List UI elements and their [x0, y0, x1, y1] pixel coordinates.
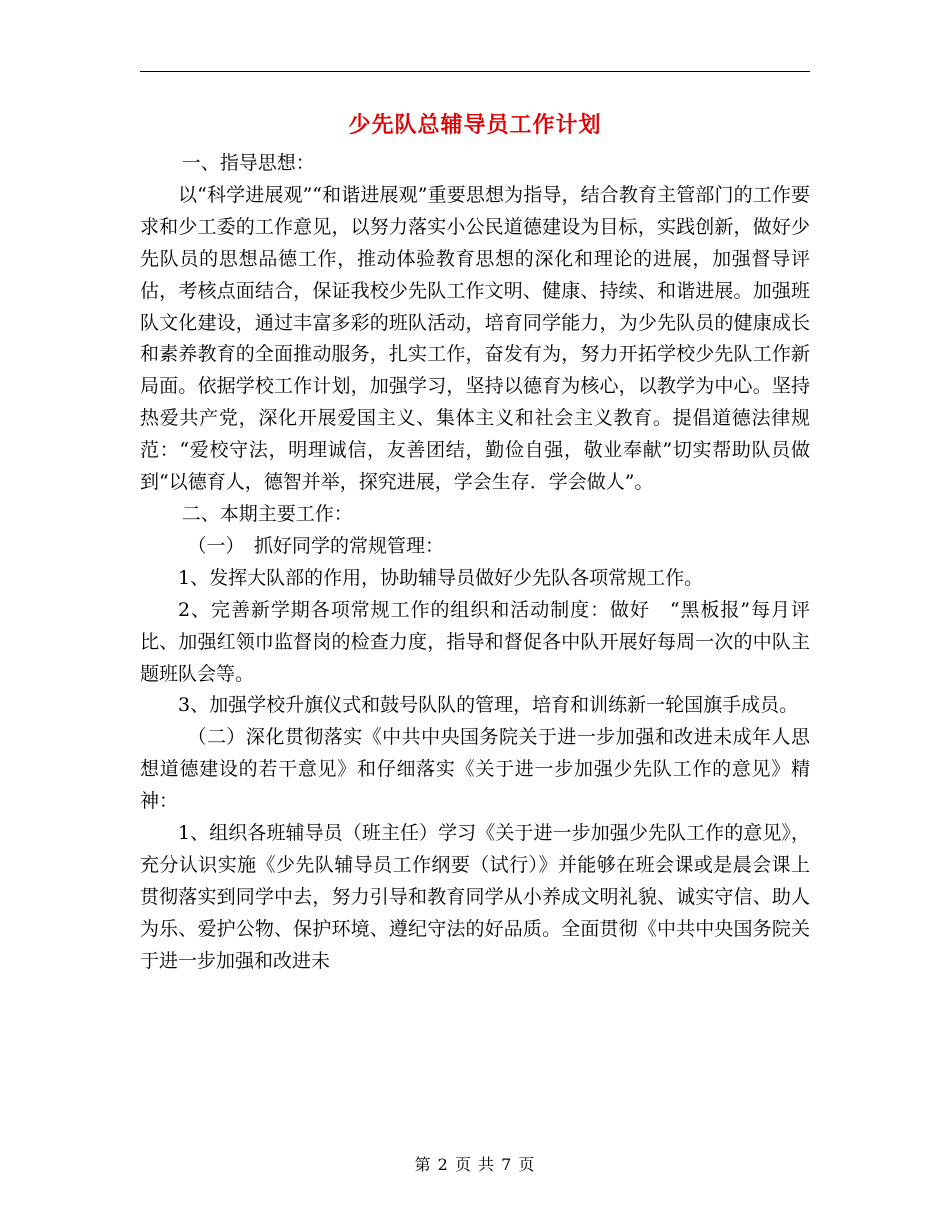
- subsection-heading-implementation: （二）深化贯彻落实《中共中央国务院关于进一步加强和改进未成年人思想道德建设的若干意见》和仔细落实《关于进一步加强少先队工作的意见》精神：: [140, 726, 810, 813]
- paragraph-item-3: 3、加强学校升旗仪式和鼓号队队的管理，培育和训练新一轮国旗手成员。: [178, 694, 799, 717]
- paragraph-guiding-thought: 以“科学进展观”“和谐进展观”重要思想为指导，结合教育主管部门的工作要求和少工委的工作意见，以努力落实小公民道德建设为目标，实践创新，做好少先队员的思想品德工作，推动体验教育思想的深化和理论的进展，加强督导评估，考核点面结合，保证我校少先队工作文明、健康、持续、和谐进展。加强班队文化建设，通过丰富多彩的班队活动，培育同学能力，为少先队员的健康成长和素养教育的全面推动服务，扎实工作，奋发有为，努力开拓学校少先队工作新局面。依据学校工作计划，加强学习，坚持以德育为核心，以教学为中心。坚持热爱共产党，深化开展爱国主义、集体主义和社会主义教育。提倡道德法律规范：“爱校守法，明理诚信，友善团结，勤俭自强，敬业奉献”切实帮助队员做到“以德育人，德智并举，探究进展，学会生存．学会做人”。: [140, 183, 810, 494]
- paragraph-implementation-item-1: 1、组织各班辅导员（班主任）学习《关于进一步加强少先队工作的意见》，充分认识实施《少先队辅导员工作纲要（试行）》并能够在班会课或是晨会课上贯彻落实到同学中去，努力引导和教育同学从小养成文明礼貌、诚实守信、助人为乐、爱护公物、保护环境、遵纪守法的好品质。全面贯彻《中共中央国务院关于进一步加强和改进未: [140, 822, 810, 972]
- page-number-footer: 第 2 页 共 7 页: [414, 1155, 536, 1174]
- paragraph-item-1: 1、发挥大队部的作用，协助辅导员做好少先队各项常规工作。: [178, 566, 704, 589]
- paragraph-item-2: 2、完善新学期各项常规工作的组织和活动制度：做好 “黑板报”每月评比、加强红领巾监督岗的检查力度，指导和督促各中队开展好每周一次的中队主题班队会等。: [140, 598, 810, 685]
- section-heading-main-work: 二、本期主要工作：: [181, 502, 353, 525]
- subsection-heading-routine-management: （一） 抓好同学的常规管理：: [187, 534, 445, 557]
- header-rule: [140, 71, 810, 72]
- section-heading-guiding-thought: 一、指导思想：: [181, 152, 315, 174]
- document-title: 少先队总辅导员工作计划: [348, 112, 602, 138]
- document-body: [140, 148, 810, 978]
